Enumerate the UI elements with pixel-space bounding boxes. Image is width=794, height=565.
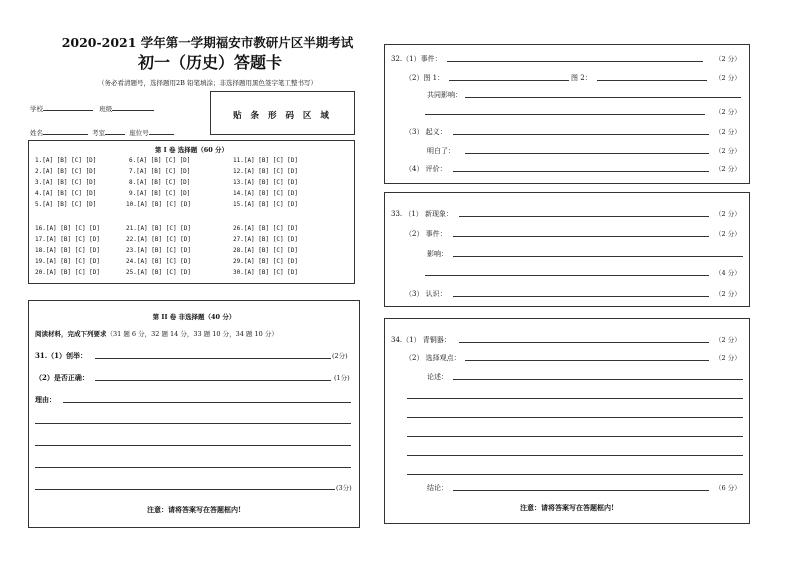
- q34-1-label: 34.（1） 青铜器：: [391, 336, 451, 344]
- q33-2-label: （2） 事件：: [405, 230, 447, 238]
- answer-row[interactable]: 9.[A] [B] [C] [D]: [129, 190, 191, 197]
- q33-2-effect-line[interactable]: [425, 275, 709, 276]
- q32-2-effect-label: 共同影响：: [427, 91, 462, 99]
- answer-row[interactable]: 28.[A] [B] [C] [D]: [233, 247, 299, 254]
- part2-intro-bold: 阅读材料，完成下列要求: [35, 330, 107, 338]
- q31-reason-points: (3分): [336, 484, 352, 492]
- answer-row[interactable]: 19.[A] [B] [C] [D]: [35, 258, 101, 265]
- answer-row[interactable]: 26.[A] [B] [C] [D]: [233, 225, 299, 232]
- q32-2-label-a: （2）图 1：: [405, 74, 445, 82]
- answer-row[interactable]: 10.[A] [B] [C] [D]: [126, 201, 192, 208]
- answer-row[interactable]: 21.[A] [B] [C] [D]: [126, 225, 192, 232]
- answer-row[interactable]: 22.[A] [B] [C] [D]: [126, 236, 192, 243]
- q34-2-line[interactable]: [465, 360, 709, 361]
- exam-title: 2020-2021 学年第一学期福安市教研片区半期考试: [61, 35, 354, 50]
- school-label: 学校: [30, 105, 43, 113]
- q32-3-points: （2 分）: [715, 108, 741, 116]
- q33-1-points: （2 分）: [715, 210, 741, 218]
- q34-argument-line[interactable]: [453, 379, 743, 380]
- q32-2-label-b: 图 2：: [571, 74, 592, 82]
- barcode-label: 贴 条 形 码 区 域: [233, 111, 332, 121]
- part2-box: [28, 300, 360, 528]
- q34-conclusion-label: 结论：: [427, 484, 448, 492]
- part2-title: 第 II 卷 非选择题（40 分）: [152, 313, 236, 321]
- q31-reason-line[interactable]: [35, 423, 351, 424]
- q34-conclusion-line[interactable]: [453, 490, 709, 491]
- q33-3-points: （4 分）: [715, 269, 741, 277]
- q31-reason-line[interactable]: [63, 402, 351, 403]
- q33-1-label: 33. （1） 新现象：: [391, 210, 454, 218]
- q34-box: [384, 318, 750, 524]
- part1-title: 第 I 卷 选择题（60 分）: [154, 146, 229, 154]
- q31-2-label: （2）是否正确：: [35, 373, 89, 382]
- q32-box: [384, 44, 750, 184]
- answer-row[interactable]: 15.[A] [B] [C] [D]: [233, 201, 299, 208]
- q34-1-points: （2 分）: [715, 336, 741, 344]
- q34-footer-note: 注意：请将答案写在答题框内!: [519, 503, 615, 512]
- answer-row[interactable]: 13.[A] [B] [C] [D]: [233, 179, 299, 186]
- q32-4-label: （4） 评价：: [405, 165, 447, 173]
- part2-intro: [35, 329, 278, 338]
- answer-row[interactable]: 6.[A] [B] [C] [D]: [129, 157, 191, 164]
- q31-reason-line[interactable]: [35, 467, 351, 468]
- answer-row[interactable]: 1.[A] [B] [C] [D]: [35, 157, 97, 164]
- seat-label: 座位号: [129, 129, 149, 137]
- answer-sheet-subtitle: 初一（历史）答题卡: [137, 53, 282, 72]
- q32-5-points: （2 分）: [715, 147, 741, 155]
- q31-reason-label: 理由：: [35, 395, 56, 404]
- q32-3-line[interactable]: [453, 134, 709, 135]
- q33-box: [384, 192, 750, 307]
- answer-row[interactable]: 4.[A] [B] [C] [D]: [35, 190, 97, 197]
- q34-argument-line[interactable]: [407, 436, 743, 437]
- q31-1-answer-line[interactable]: [95, 358, 331, 359]
- part2-intro-detail: （31 题 6 分，32 题 14 分，33 题 10 分，34 题 10 分）: [106, 330, 278, 338]
- q32-2-line-b[interactable]: [597, 80, 707, 81]
- q32-2-line-a[interactable]: [449, 80, 569, 81]
- q34-argument-line[interactable]: [407, 398, 743, 399]
- instructions-notice: （务必看清题号，选择题用2B 铅笔填涂；非选择题用黑色签字笔工整书写）: [98, 79, 317, 87]
- answer-row[interactable]: 20.[A] [B] [C] [D]: [35, 269, 101, 276]
- answer-row[interactable]: 17.[A] [B] [C] [D]: [35, 236, 101, 243]
- answer-row[interactable]: 27.[A] [B] [C] [D]: [233, 236, 299, 243]
- q32-2-effect-line[interactable]: [465, 97, 741, 98]
- answer-row[interactable]: 25.[A] [B] [C] [D]: [126, 269, 192, 276]
- q32-1-points: （2 分）: [715, 55, 741, 63]
- q34-argument-line[interactable]: [407, 417, 743, 418]
- multiple-choice-box: [28, 140, 355, 284]
- q31-2-points: (1分): [334, 374, 350, 382]
- q32-2-effect-line[interactable]: [425, 114, 705, 115]
- q32-2-points: （2 分）: [715, 74, 741, 82]
- q33-1-line[interactable]: [459, 216, 709, 217]
- q33-2-points: （2 分）: [715, 230, 741, 238]
- barcode-area: [210, 91, 355, 135]
- q31-2-answer-line[interactable]: [95, 380, 331, 381]
- answer-row[interactable]: 5.[A] [B] [C] [D]: [35, 201, 97, 208]
- answer-row[interactable]: 23.[A] [B] [C] [D]: [126, 247, 192, 254]
- q32-6-points: （2 分）: [715, 165, 741, 173]
- q33-2-line[interactable]: [453, 236, 709, 237]
- q33-4-points: （2 分）: [715, 290, 741, 298]
- q34-2-points: （2 分）: [715, 354, 741, 362]
- q31-1-label: 31.（1）创举：: [35, 351, 88, 360]
- answer-row[interactable]: 7.[A] [B] [C] [D]: [129, 168, 191, 175]
- q31-reason-line[interactable]: [35, 445, 351, 446]
- q32-4-line[interactable]: [453, 171, 709, 172]
- q32-3-learn-line[interactable]: [465, 153, 709, 154]
- class-label: 班级: [99, 105, 113, 113]
- answer-row[interactable]: 30.[A] [B] [C] [D]: [233, 269, 299, 276]
- q32-4-points: （2 分）: [715, 128, 741, 136]
- q33-3-label: （3） 认识：: [405, 290, 447, 298]
- room-label: 考室: [92, 129, 106, 137]
- q32-3-label: （3） 起义：: [405, 128, 447, 136]
- q31-reason-line[interactable]: [35, 489, 335, 490]
- q33-2-effect-line[interactable]: [453, 256, 743, 257]
- q32-1-line[interactable]: [447, 61, 703, 62]
- part2-footer-note: 注意：请将答案写在答题框内!: [146, 505, 242, 514]
- name-field[interactable]: [30, 127, 174, 137]
- q33-3-line[interactable]: [453, 296, 709, 297]
- answer-row[interactable]: 29.[A] [B] [C] [D]: [233, 258, 299, 265]
- q34-argument-line[interactable]: [407, 474, 743, 475]
- answer-row[interactable]: 24.[A] [B] [C] [D]: [126, 258, 192, 265]
- answer-row[interactable]: 16.[A] [B] [C] [D]: [35, 225, 101, 232]
- school-field[interactable]: [30, 103, 154, 113]
- answer-row[interactable]: 18.[A] [B] [C] [D]: [35, 247, 101, 254]
- answer-row[interactable]: 12.[A] [B] [C] [D]: [233, 168, 299, 175]
- q34-points: （6 分）: [715, 484, 741, 492]
- answer-row[interactable]: 14.[A] [B] [C] [D]: [233, 190, 299, 197]
- answer-row[interactable]: 11.[A] [B] [C] [D]: [233, 157, 299, 164]
- q32-1-label: 32.（1）事件：: [391, 55, 442, 63]
- q32-3-learn-label: 明白了：: [427, 147, 455, 155]
- answer-row[interactable]: 2.[A] [B] [C] [D]: [35, 168, 97, 175]
- q34-2-label: （2） 选择观点：: [405, 354, 461, 362]
- answer-row[interactable]: 3.[A] [B] [C] [D]: [35, 179, 97, 186]
- name-label: 姓名: [30, 129, 43, 137]
- answer-row[interactable]: 8.[A] [B] [C] [D]: [129, 179, 191, 186]
- q31-1-points: (2分): [332, 352, 348, 360]
- q33-2-effect-label: 影响：: [427, 250, 448, 258]
- q34-argument-label: 论述：: [427, 373, 448, 381]
- q34-1-line[interactable]: [459, 342, 709, 343]
- q34-argument-line[interactable]: [407, 455, 743, 456]
